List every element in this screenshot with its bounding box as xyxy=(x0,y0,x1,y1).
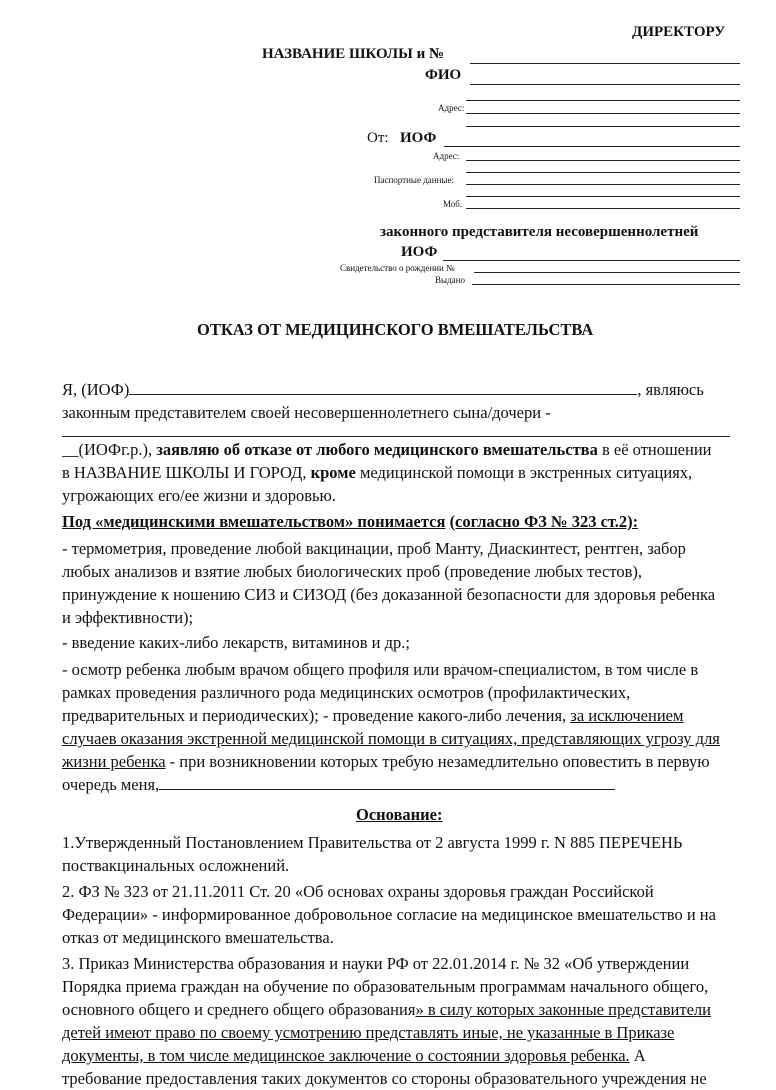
basis-3-line-5 xyxy=(62,1044,646,1067)
basis-2-line-1: 2. ФЗ № 323 от 21.11.2011 Ст. 20 «Об основах охраны здоровья граждан Российской xyxy=(62,882,654,901)
exception-start: за исключением xyxy=(570,706,684,725)
notify-label: очередь меня, xyxy=(62,775,160,794)
addressee-director: ДИРЕКТОРУ xyxy=(632,24,726,40)
intro-line-4-rest: медицинской помощи в экстренных ситуациях, xyxy=(355,463,693,482)
representative-iof-label: ИОФ xyxy=(401,244,438,260)
item-1-line-1: - термометрия, проведение любой вакцинации, проб Манту, Диаскинтест, рентген, забор xyxy=(62,539,686,558)
representative-label: законного представителя несовершеннолетней xyxy=(380,224,699,240)
birth-cert-label: Свидетельство о рождении № xyxy=(340,263,455,273)
child-life-text: жизни ребенка xyxy=(62,752,166,771)
school-name-label: НАЗВАНИЕ ШКОЛЫ и № xyxy=(262,46,445,62)
passport-label: Паспортные данные: xyxy=(374,175,454,185)
basis-2-line-3: отказ от медицинского вмешательства. xyxy=(62,928,334,947)
representative-iof-line xyxy=(443,260,740,261)
item-1-line-4: и эффективности); xyxy=(62,608,194,627)
basis-3-line-5-u: документы, в том числе медицинское заключение о состоянии здоровья ребенка. xyxy=(62,1046,630,1065)
intro-line-5: угрожающих его/ее жизни и здоровью. xyxy=(62,486,336,505)
basis-3-line-6: требование предоставления таких документов со стороны образовательного учреждения не xyxy=(62,1069,707,1088)
address2-line xyxy=(466,160,740,161)
item-1-line-2: любых анализов и взятие любых биологических проб (проведение любых тестов), xyxy=(62,562,643,581)
definition-b: «медицинскими вмешательством» понимается xyxy=(95,512,446,531)
basis-1-line-2: поствакцинальных осложнений. xyxy=(62,856,290,875)
blank-line xyxy=(466,100,740,101)
item-3-line-3-a: предварительных и периодических); - проведение какого-либо лечения, xyxy=(62,706,571,725)
definition-d: (согласно ФЗ № 323 ст.2): xyxy=(449,512,639,531)
intro-line-1-end: , являюсь xyxy=(637,380,704,399)
item-3-line-6 xyxy=(62,773,615,796)
item-3-line-3 xyxy=(62,704,683,727)
child-birth-label: __(ИОФг.р.), xyxy=(62,440,157,459)
except-word: кроме xyxy=(310,463,356,482)
address-line-2 xyxy=(466,126,740,127)
mobile-label: Моб. xyxy=(443,199,463,209)
intro-name-label: Я, (ИОФ) xyxy=(62,380,130,399)
school-city-text: в НАЗВАНИЕ ШКОЛЫ И ГОРОД, xyxy=(62,463,311,482)
intro-line-2: законным представителем своей несовершеннолетнего сына/дочери - xyxy=(62,403,551,422)
birth-cert-line xyxy=(474,272,740,273)
director-fio-line xyxy=(470,84,740,85)
director-fio-label: ФИО xyxy=(425,67,462,83)
basis-3-line-3-u: » в силу которых законные представители xyxy=(415,1000,711,1019)
item-3-line-1: - осмотр ребенка любым врачом общего профиля или врачом-специалистом, в том числе в xyxy=(62,660,699,679)
school-name-line xyxy=(470,63,740,64)
mobile-line xyxy=(466,208,740,209)
address-line xyxy=(466,113,740,114)
from-label: От: xyxy=(367,130,389,146)
document-title: ОТКАЗ ОТ МЕДИЦИНСКОГО ВМЕШАТЕЛЬСТВА xyxy=(197,320,594,339)
from-iof-line xyxy=(444,146,740,147)
intro-line-3-suffix: в её отношении xyxy=(597,440,712,459)
item-1-line-3: принуждение к ношению СИЗ и СИЗОД (без доказанной безопасности для здоровья ребенка xyxy=(62,585,716,604)
intro-line-1 xyxy=(62,378,704,401)
parent-name-blank xyxy=(129,394,637,395)
issued-line xyxy=(472,284,740,285)
basis-3-line-3-a: основного общего и среднего общего образования xyxy=(62,1000,416,1019)
child-name-blank xyxy=(62,436,730,437)
basis-heading: Основание: xyxy=(356,805,443,824)
definition-heading xyxy=(62,510,638,533)
basis-3-line-2: Порядка приема граждан на обучение по образовательным программам начального общего, xyxy=(62,977,709,996)
address2-line-2 xyxy=(466,172,740,173)
intro-line-4 xyxy=(62,461,692,484)
basis-3-line-3 xyxy=(62,998,711,1021)
intro-line-3 xyxy=(62,438,712,461)
passport-line xyxy=(466,184,740,185)
item-3-line-4: случаев оказания экстренной медицинской помощи в ситуациях, представляющих угрозу для xyxy=(62,729,720,748)
passport-line-2 xyxy=(466,196,740,197)
basis-3-line-4: детей имеют право по своему усмотрению представлять иные, не указанные в Приказе xyxy=(62,1023,675,1042)
basis-3-line-5-b: А xyxy=(629,1046,646,1065)
item-2: - введение каких-либо лекарств, витаминов и др.; xyxy=(62,633,410,652)
issued-label: Выдано xyxy=(435,275,465,285)
item-3-line-5-rest: - при возникновении которых требую незамедлительно оповестить в первую xyxy=(165,752,710,771)
address-label: Адрес: xyxy=(438,103,465,113)
item-3-line-5 xyxy=(62,750,710,773)
refusal-statement: заявляю об отказе от любого медицинского вмешательства xyxy=(156,440,598,459)
basis-3-line-1: 3. Приказ Министерства образования и науки РФ от 22.01.2014 г. № 32 «Об утверждении xyxy=(62,954,690,973)
address-label-2: Адрес: xyxy=(433,151,460,161)
definition-a: Под xyxy=(62,512,96,531)
basis-2-line-2: Федерации» - информированное добровольное согласие на медицинское вмешательство и на xyxy=(62,905,716,924)
from-iof-label: ИОФ xyxy=(400,130,437,146)
basis-1-line-1: 1.Утвержденный Постановлением Правительства от 2 августа 1999 г. N 885 ПЕРЕЧЕНЬ xyxy=(62,833,683,852)
notify-blank xyxy=(159,789,615,790)
item-3-line-2: рамках проведения различного рода медицинских осмотров (профилактических, xyxy=(62,683,631,702)
